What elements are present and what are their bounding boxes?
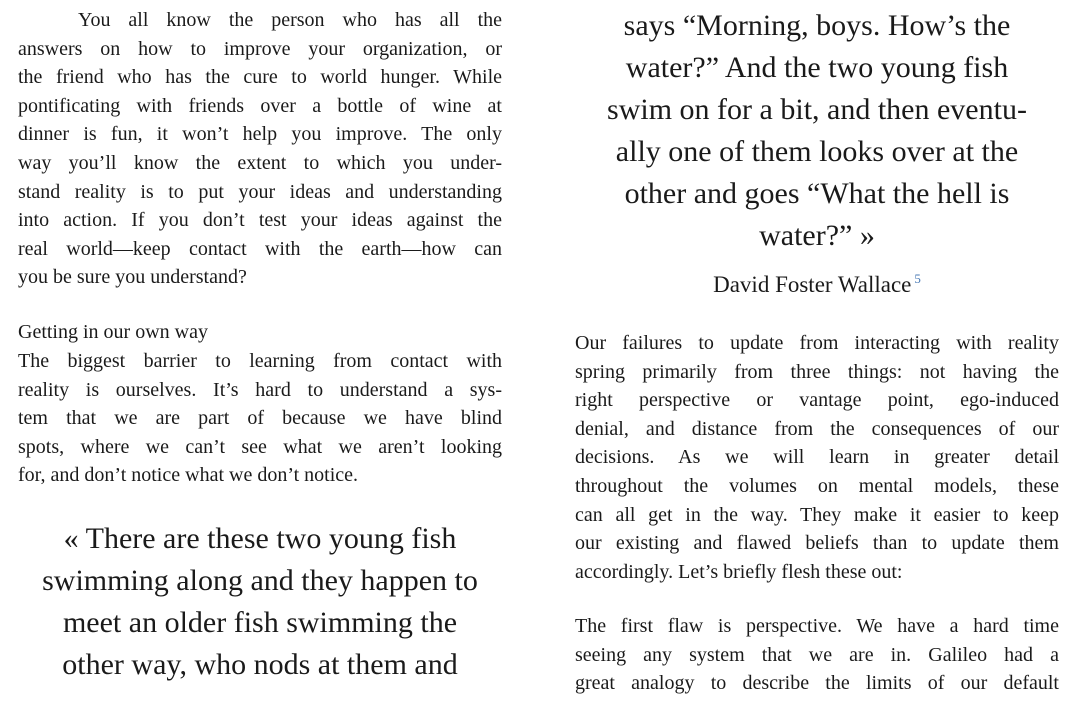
text-line: throughout the volumes on mental models, these (575, 474, 1059, 497)
text-line: spots, where we can’t see what we aren’t looking (18, 435, 502, 458)
text-line: the friend who has the cure to world hunger. While (18, 66, 502, 89)
text-line: The first flaw is perspective. We have a hard time (575, 615, 1059, 637)
text-line: reality is ourselves. It’s hard to understand a sys- (18, 378, 502, 401)
text-line: for, and don’t notice what we don’t notice. (18, 464, 359, 487)
text-line: seeing any system that we are in. Galileo had a (575, 643, 1059, 666)
quote-line: water?” And the two young fish (625, 51, 1009, 84)
quote-line: ally one of them looks over at the (615, 135, 1019, 168)
quote-line: water?” » (759, 219, 875, 252)
attribution-name: David Foster Wallace (713, 272, 912, 297)
quote-line: other and goes “What the hell is (624, 177, 1010, 210)
text-line: pontificating with friends over a bottle of wine at (18, 94, 502, 117)
text-line: decisions. As we will learn in greater detail (575, 446, 1059, 469)
text-line: great analogy to describe the limits of our default (575, 672, 1059, 695)
text-line: denial, and distance from the consequences of our (575, 417, 1059, 440)
text-line: Our failures to update from interacting with reality (575, 332, 1059, 354)
quote-line: swimming along and they happen to (42, 564, 478, 597)
text-line: The biggest barrier to learning from contact with (18, 350, 502, 372)
text-line: real world—keep contact with the earth—how can (18, 237, 502, 260)
fish-quote-end (567, 5, 1067, 257)
text-line: dinner is fun, it won’t help you improve. The only (18, 123, 502, 146)
quote-line: meet an older fish swimming the (62, 606, 458, 639)
quote-line: « There are these two young fish (63, 522, 457, 555)
text-line: can all get in the way. They make it easier to keep (575, 503, 1059, 526)
text-line: into action. If you don’t test your ideas against the (18, 209, 502, 232)
text-line: accordingly. Let’s briefly flesh these out: (575, 560, 903, 583)
barrier-paragraph (18, 347, 502, 490)
text-line: spring primarily from three things: not having the (575, 360, 1059, 383)
perspective-paragraph (575, 612, 1059, 698)
text-line: our existing and flawed beliefs than to update them (575, 532, 1059, 555)
quote-line: swim on for a bit, and then eventu- (607, 93, 1027, 126)
text-line: You all know the person who has all the (78, 9, 502, 31)
intro-paragraph (18, 6, 502, 292)
text-line: way you’ll know the extent to which you under- (18, 151, 502, 174)
text-line: stand reality is to put your ideas and understanding (18, 180, 502, 203)
quote-line: other way, who nods at them and (62, 648, 458, 681)
footnote-link[interactable]: 5 (914, 271, 921, 286)
text-line: right perspective or vantage point, ego-induced (575, 389, 1059, 412)
text-line: answers on how to improve your organization, or (18, 37, 502, 60)
text-line: tem that we are part of because we have blind (18, 407, 502, 430)
text-line: you be sure you understand? (18, 266, 247, 289)
section-heading: Getting in our own way (18, 321, 208, 343)
quote-line: says “Morning, boys. How’s the (623, 9, 1011, 42)
failures-paragraph (575, 329, 1059, 586)
quote-attribution (575, 263, 1059, 301)
fish-quote-start (8, 518, 512, 686)
